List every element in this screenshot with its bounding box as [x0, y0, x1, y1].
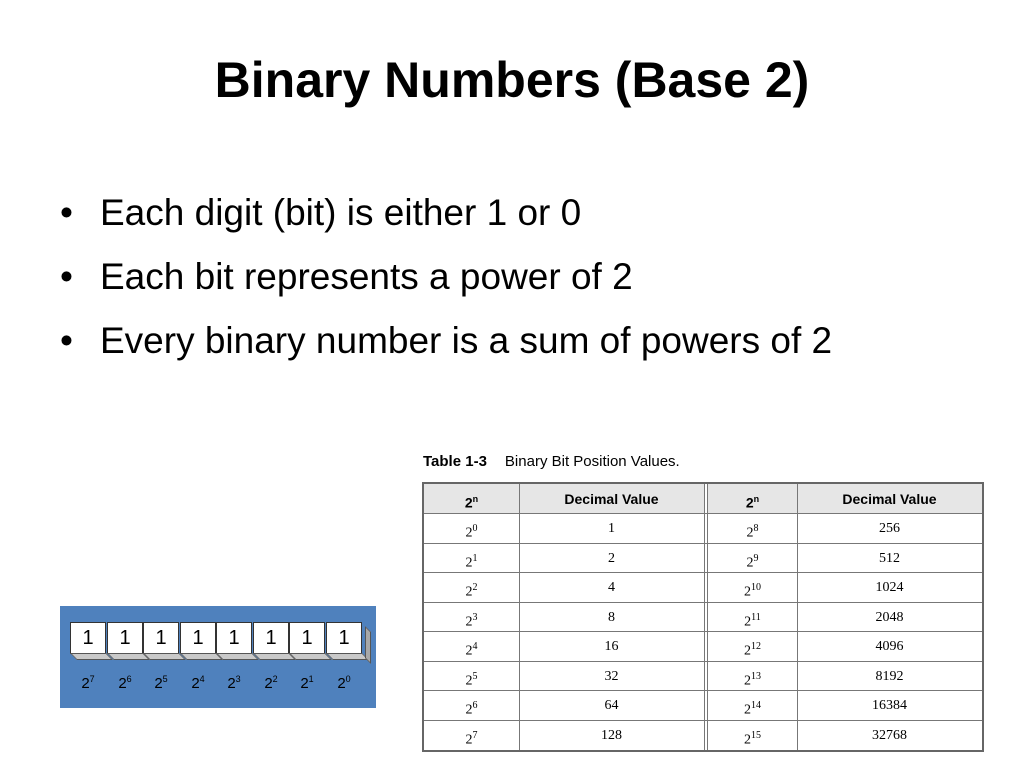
bit-power-label: $2^2$: [264, 674, 278, 692]
table-cell: $2^{15}$: [744, 730, 761, 748]
bit-cell-bottom: [70, 653, 113, 660]
table-cell: 16384: [872, 698, 907, 713]
table-caption-text: Binary Bit Position Values.: [504, 453, 680, 470]
bullet-text: Every binary number is a sum of powers of 2: [100, 320, 833, 361]
table-cell: 16: [604, 639, 619, 654]
table-cell: 128: [601, 728, 622, 743]
table-cell: 2: [608, 551, 615, 566]
slide-title: Binary Numbers (Base 2): [214, 52, 810, 108]
bit-power-label: $2^5$: [154, 674, 168, 692]
bullet-text: Each bit represents a power of 2: [100, 256, 633, 297]
bit-cell: 1: [180, 622, 216, 654]
bullet-list: [58, 192, 978, 384]
bullet-text: Each digit (bit) is either 1 or 0: [100, 192, 582, 233]
table-cell: 1024: [875, 580, 904, 595]
table-cell: $2^0$: [465, 523, 478, 541]
bit-power-label: $2^3$: [227, 674, 241, 692]
table-cell: $2^8$: [746, 523, 759, 541]
table-cell: $2^1$: [465, 553, 478, 571]
table-cell: $2^6$: [465, 700, 478, 718]
bit-cell: 1: [107, 622, 143, 654]
table-row-divider: [424, 572, 982, 573]
bit-cell: 1: [289, 622, 325, 654]
table-header-cell: Decimal Value: [797, 484, 982, 514]
table-cell: $2^2$: [465, 582, 478, 600]
table-cell: 8192: [875, 669, 904, 684]
table-cell: $2^{11}$: [744, 612, 761, 630]
bit-power-label: $2^1$: [300, 674, 314, 692]
bit-cell: 1: [253, 622, 289, 654]
bit-cell-bottom: [216, 653, 259, 660]
bit-row: [70, 622, 368, 666]
table-cell: $2^{10}$: [744, 582, 761, 600]
table-row-divider: [424, 661, 982, 662]
table-cell: 1: [608, 521, 615, 536]
table-header-cell: 2$^n$: [424, 484, 519, 514]
table-cell: $2^{13}$: [744, 671, 761, 689]
bit-cell: 1: [216, 622, 252, 654]
table-row-divider: [424, 690, 982, 691]
bit-cell: 1: [70, 622, 106, 654]
bit-diagram: [60, 606, 376, 708]
table-header-cell: Decimal Value: [519, 484, 704, 514]
bullet-dot-icon: •: [60, 192, 73, 233]
bullet-dot-icon: •: [60, 320, 73, 361]
bit-power-label: $2^7$: [81, 674, 95, 692]
table-cell: 2048: [875, 610, 904, 625]
bit-power-label: $2^0$: [337, 674, 351, 692]
table-double-divider: [704, 484, 708, 750]
bullet-item: [58, 256, 978, 298]
table-row-divider: [424, 513, 982, 514]
bit-power-label: $2^6$: [118, 674, 132, 692]
bullet-item: [58, 320, 978, 362]
table-cell: 4096: [875, 639, 904, 654]
table-row-divider: [424, 602, 982, 603]
table-row-divider: [424, 543, 982, 544]
bit-power-label: $2^4$: [191, 674, 205, 692]
bullet-item: [58, 192, 978, 234]
bit-cell-bottom: [326, 653, 369, 660]
table-row-divider: [424, 631, 982, 632]
table-header-cell: 2$^n$: [708, 484, 797, 514]
table-cell: 8: [608, 610, 615, 625]
table-cell: 256: [879, 521, 900, 536]
bit-cell-bottom: [289, 653, 332, 660]
bit-cell: 1: [326, 622, 362, 654]
bit-cell: 1: [143, 622, 179, 654]
table-cell: 4: [608, 580, 615, 595]
table-cell: $2^7$: [465, 730, 478, 748]
table-cell: $2^3$: [465, 612, 478, 630]
table-column-divider: [519, 484, 520, 750]
table-cell: 512: [879, 551, 900, 566]
bit-cell-bottom: [143, 653, 186, 660]
table-cell: $2^{14}$: [744, 700, 761, 718]
table-row-divider: [424, 720, 982, 721]
bullet-dot-icon: •: [60, 256, 73, 297]
bit-cell-side: [365, 626, 371, 664]
table-cell: $2^5$: [465, 671, 478, 689]
bit-position-table: [422, 482, 984, 752]
table-cell: 32: [604, 669, 619, 684]
table-column-divider: [797, 484, 798, 750]
table-cell: $2^{12}$: [744, 641, 761, 659]
table-cell: 32768: [872, 728, 907, 743]
table-caption: [423, 453, 680, 470]
table-cell: $2^4$: [465, 641, 478, 659]
table-cell: 64: [604, 698, 619, 713]
table-cell: $2^9$: [746, 553, 759, 571]
table-caption-number: Table 1-3: [423, 453, 487, 470]
